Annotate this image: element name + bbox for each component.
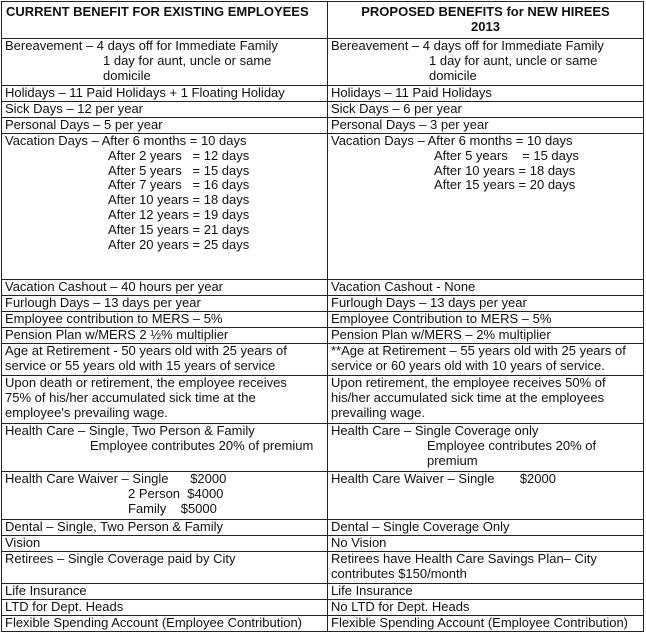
proposed-benefit-cell: Health Care – Single Coverage only Employee contributes 20% of premium <box>328 424 644 472</box>
benefit-row-age-at-retirement <box>2 344 644 376</box>
current-benefit-cell: Vision <box>2 536 328 552</box>
current-benefit-cell: Health Care – Single, Two Person & Family Employee contributes 20% of premium <box>2 424 328 472</box>
current-benefit-cell: Pension Plan w/MERS 2 ½% multiplier <box>2 328 328 344</box>
benefit-row-personal-days <box>2 118 644 134</box>
proposed-benefit-cell: **Age at Retirement – 55 years old with 25 years of service or 60 years old with 10 years of service. <box>328 344 644 376</box>
current-benefit-header: CURRENT BENEFIT FOR EXISTING EMPLOYEES <box>2 2 328 39</box>
proposed-benefit-cell: Retirees have Health Care Savings Plan– City contributes $150/month <box>328 552 644 584</box>
benefit-row-vacation-days <box>2 134 644 280</box>
current-benefit-cell: Sick Days – 12 per year <box>2 102 328 118</box>
benefit-row-sick-days <box>2 102 644 118</box>
current-benefit-cell: Bereavement – 4 days off for Immediate Family 1 day for aunt, uncle or same domicile <box>2 39 328 86</box>
current-benefit-cell: Retirees – Single Coverage paid by City <box>2 552 328 584</box>
proposed-benefit-cell: Holidays – 11 Paid Holidays <box>328 86 644 102</box>
proposed-benefit-cell: Furlough Days – 13 days per year <box>328 296 644 312</box>
proposed-benefit-cell: Sick Days – 6 per year <box>328 102 644 118</box>
proposed-benefit-cell: Vacation Days – After 6 months = 10 days After 5 years = 15 days After 10 years = 18 days After 15 years = 20 days <box>328 134 644 280</box>
proposed-benefit-cell: Life Insurance <box>328 584 644 600</box>
proposed-benefit-cell: Health Care Waiver – Single $2000 <box>328 472 644 520</box>
benefit-row-mers-contribution <box>2 312 644 328</box>
benefit-row-furlough-days <box>2 296 644 312</box>
current-benefit-cell: Vacation Cashout – 40 hours per year <box>2 280 328 296</box>
current-benefit-cell: Dental – Single, Two Person & Family <box>2 520 328 536</box>
proposed-benefit-cell: Pension Plan w/MERS – 2% multiplier <box>328 328 644 344</box>
benefit-row-vacation-cashout <box>2 280 644 296</box>
proposed-benefit-cell: Upon retirement, the employee receives 50% of his/her accumulated sick time at the employees prevailing wage. <box>328 376 644 424</box>
proposed-benefit-cell: Employee Contribution to MERS – 5% <box>328 312 644 328</box>
proposed-benefit-cell: No LTD for Dept. Heads <box>328 600 644 616</box>
current-benefit-cell: Life Insurance <box>2 584 328 600</box>
current-benefit-cell: Upon death or retirement, the employee receives 75% of his/her accumulated sick time at the employee's prevailing wage. <box>2 376 328 424</box>
proposed-benefit-cell: Flexible Spending Account (Employee Contribution) <box>328 616 644 632</box>
current-benefit-cell: Age at Retirement - 50 years old with 25 years of service or 55 years old with 15 years of service <box>2 344 328 376</box>
proposed-benefit-header: PROPOSED BENEFITS for NEW HIREES 2013 <box>328 2 644 39</box>
current-benefit-cell: Furlough Days – 13 days per year <box>2 296 328 312</box>
proposed-benefit-cell: Personal Days – 3 per year <box>328 118 644 134</box>
benefit-row-bereavement <box>2 39 644 86</box>
benefits-comparison-table <box>1 1 644 632</box>
benefit-row-holidays <box>2 86 644 102</box>
current-benefit-cell: Vacation Days – After 6 months = 10 days After 2 years = 12 days After 5 years = 15 days After 7 years = 16 days After 10 years = 18 days After 12 years = 19 days After 15 years = 21 days After 20 years = 25 days <box>2 134 328 280</box>
proposed-benefit-cell: No Vision <box>328 536 644 552</box>
benefit-row-vision <box>2 536 644 552</box>
benefit-row-sick-time-payout <box>2 376 644 424</box>
current-benefit-cell: LTD for Dept. Heads <box>2 600 328 616</box>
proposed-benefit-cell: Dental – Single Coverage Only <box>328 520 644 536</box>
benefit-row-retirees <box>2 552 644 584</box>
benefit-row-ltd <box>2 600 644 616</box>
current-benefit-cell: Personal Days – 5 per year <box>2 118 328 134</box>
current-benefit-cell: Employee contribution to MERS – 5% <box>2 312 328 328</box>
benefit-row-life-insurance <box>2 584 644 600</box>
current-benefit-cell: Flexible Spending Account (Employee Contribution) <box>2 616 328 632</box>
benefit-row-pension-plan <box>2 328 644 344</box>
proposed-benefit-cell: Vacation Cashout - None <box>328 280 644 296</box>
current-benefit-cell: Holidays – 11 Paid Holidays + 1 Floating Holiday <box>2 86 328 102</box>
benefit-row-health-care-waiver <box>2 472 644 520</box>
proposed-benefit-cell: Bereavement – 4 days off for Immediate Family 1 day for aunt, uncle or same domicile <box>328 39 644 86</box>
benefit-row-flexible-spending <box>2 616 644 632</box>
current-benefit-cell: Health Care Waiver – Single $2000 2 Person $4000 Family $5000 <box>2 472 328 520</box>
benefit-row-dental <box>2 520 644 536</box>
benefit-row-health-care <box>2 424 644 472</box>
header-row <box>2 2 644 39</box>
